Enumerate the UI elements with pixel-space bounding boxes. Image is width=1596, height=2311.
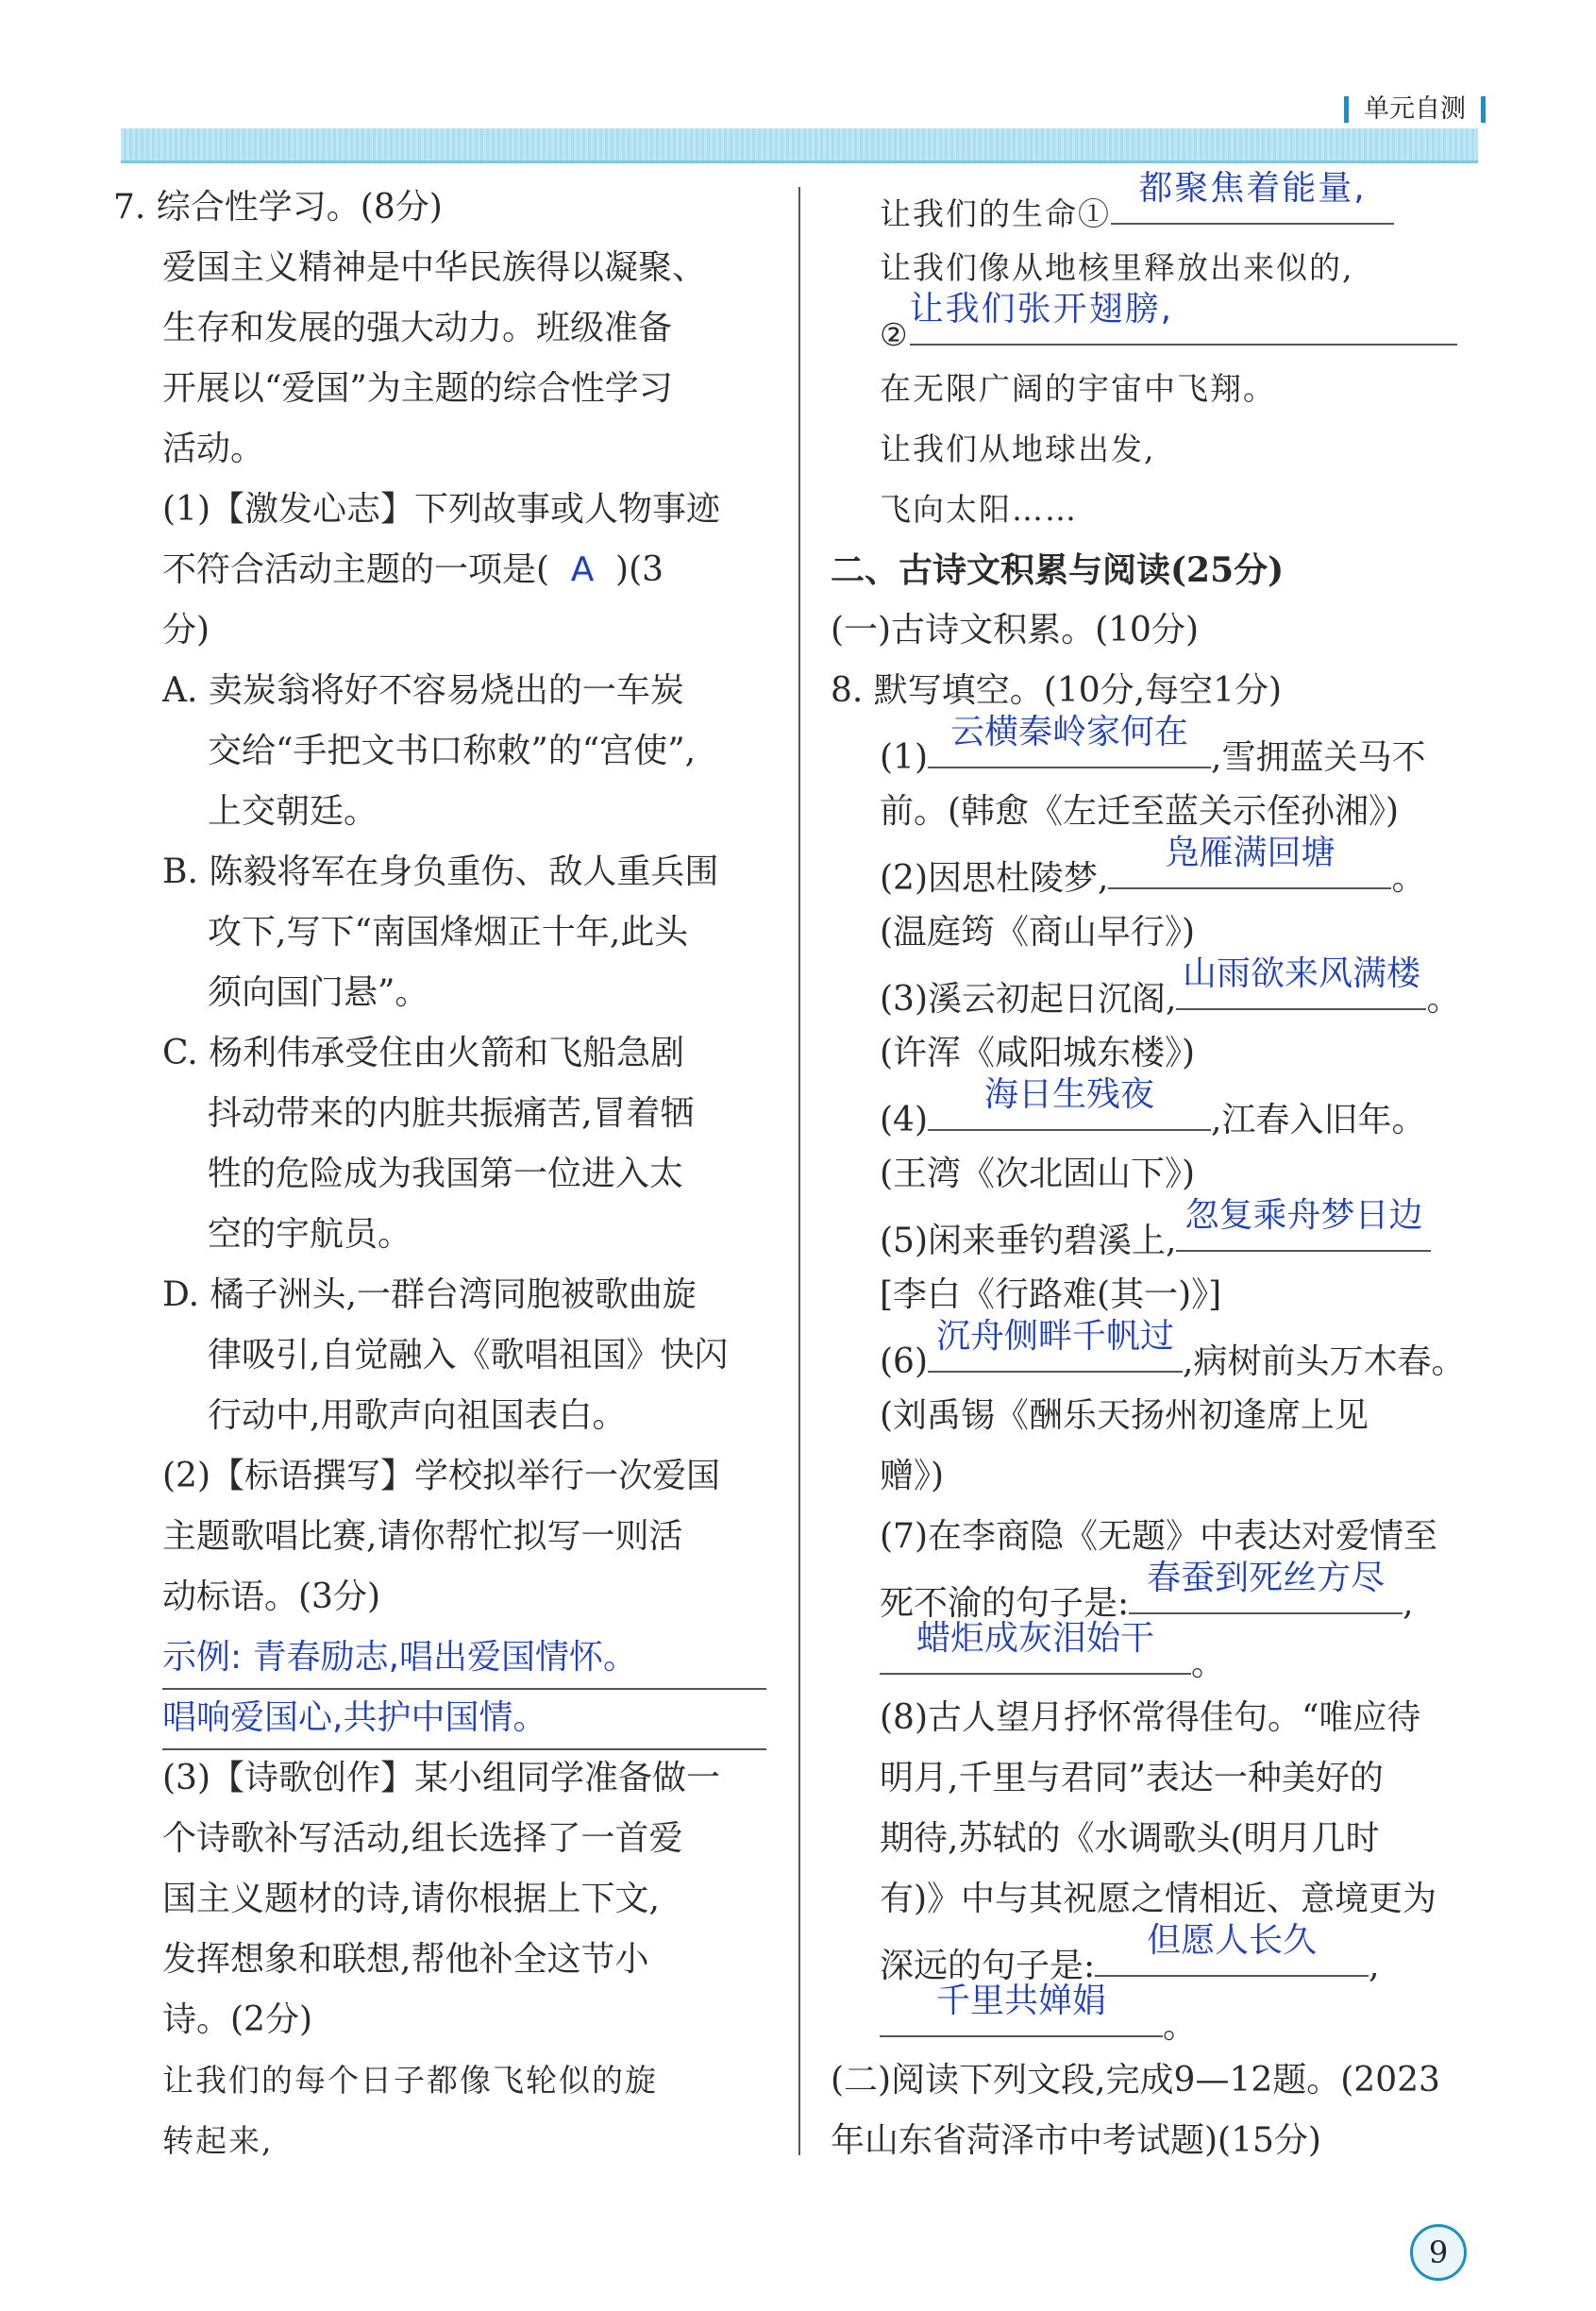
q7-p1-stem: (1)【激发心志】下列故事或人物事迹 <box>162 490 720 529</box>
q8-blank-7b <box>880 1619 1191 1675</box>
poem-answer-1: 都聚焦着能量, <box>1138 169 1367 208</box>
q8-blank-4 <box>928 1075 1211 1131</box>
q8-item-6-source: 赠》) <box>880 1457 945 1495</box>
q8-item-text: 死不渝的句子是: <box>880 1584 1130 1623</box>
section2-sub1: (一)古诗文积累。(10分) <box>831 611 1199 649</box>
q7-option-c: C. 杨利伟承受住由火箭和飞船急剧 <box>162 1034 685 1072</box>
right-column <box>831 169 1491 2171</box>
q8-item-text: 。 <box>1191 1645 1226 1683</box>
q8-item-text: 。 <box>1163 2007 1198 2046</box>
q8-item-2 <box>831 834 1491 902</box>
q7-option-c-line: 牲的危险成为我国第一位进入太 <box>208 1155 684 1193</box>
poem-line: 飞向太阳…… <box>880 491 1078 528</box>
q8-item-8-line: 明月,千里与君同”表达一种美好的 <box>880 1759 1384 1797</box>
poem-line: 转起来, <box>162 2122 274 2159</box>
q8-item-5-source: [李白《行路难(其一)》] <box>880 1275 1222 1314</box>
q8-blank-7a <box>1129 1559 1403 1614</box>
section-label: 单元自测 <box>1344 91 1486 128</box>
q7-p2-stem-line: 主题歌唱比赛,请你帮忙拟写一则活 <box>162 1517 683 1556</box>
q8-item-1-source: 前。(韩愈《左迁至蓝关示侄孙湘》) <box>880 792 1400 831</box>
q8-blank-3 <box>1176 954 1426 1010</box>
column-divider <box>798 187 800 2155</box>
q8-answer-3: 山雨欲来风满楼 <box>1182 954 1420 993</box>
q7-p2-answer-line2 <box>113 1688 774 1748</box>
q7-p1-stem-a: 不符合活动主题的一项是( <box>162 550 550 589</box>
q7-intro-line: 爱国主义精神是中华民族得以凝聚、 <box>162 248 707 287</box>
section2-sub2-line2: 年山东省菏泽市中考试题)(15分) <box>831 2121 1321 2160</box>
poem-line: 在无限广阔的宇宙中飞翔。 <box>880 370 1276 407</box>
q8-item-6 <box>831 1317 1491 1386</box>
poem-answer-2: 让我们张开翅膀, <box>909 290 1174 329</box>
q7-p2-answer-2: 唱响爱国心,共护中国情。 <box>162 1688 766 1750</box>
q8-answer-5: 忽复乘舟梦日边 <box>1184 1196 1423 1235</box>
q7-p3-stem-line: 发挥想象和联想,帮他补全这节小 <box>162 1940 649 1979</box>
poem-blank-2 <box>909 290 1457 346</box>
q8-blank-2 <box>1108 834 1391 889</box>
q8-item-label: (4) <box>880 1101 928 1139</box>
q7-p2-stem: (2)【标语撰写】学校拟举行一次爱国 <box>162 1457 720 1495</box>
poem-line: 让我们像从地核里释放出来似的, <box>880 249 1354 286</box>
q8-title: 8. 默写填空。(10分,每空1分) <box>831 671 1283 710</box>
q8-item-4 <box>831 1075 1491 1144</box>
q7-option-c-line: 抖动带来的内脏共振痛苦,冒着牺 <box>208 1094 695 1133</box>
q7-option-a: A. 卖炭翁将好不容易烧出的一车炭 <box>162 671 684 710</box>
q8-answer-7a: 春蚕到死丝方尽 <box>1147 1559 1386 1597</box>
q8-blank-8a <box>1095 1921 1369 1977</box>
q7-title: 7. 综合性学习。(8分) <box>113 188 443 227</box>
q8-item-text: , <box>1369 1947 1380 1985</box>
q8-item-1 <box>831 713 1491 782</box>
q7-p3-stem-line: 个诗歌补写活动,组长选择了一首爱 <box>162 1819 683 1858</box>
q7-p3-stem: (3)【诗歌创作】某小组同学准备做一 <box>162 1759 720 1797</box>
q8-blank-6 <box>928 1317 1183 1373</box>
section2-sub2: (二)阅读下列文段,完成9—12题。(2023 <box>831 2061 1440 2100</box>
q8-item-8-line6 <box>831 1982 1491 2050</box>
poem-line: 让我们的每个日子都像飞轮似的旋 <box>162 2062 658 2099</box>
q7-option-c-line: 空的宇航员。 <box>208 1215 412 1254</box>
q7-option-d-line: 行动中,用歌声向祖国表白。 <box>208 1396 627 1435</box>
q7-p1-answer: A <box>570 550 595 589</box>
q8-answer-7b: 蜡炬成灰泪始干 <box>916 1619 1154 1658</box>
q7-intro-line: 活动。 <box>162 430 265 468</box>
q8-item-text: (2)因思杜陵梦, <box>880 859 1109 898</box>
q8-answer-8b: 千里共婵娟 <box>935 1982 1106 2020</box>
q7-p1-stem-line3: 分) <box>162 611 210 649</box>
q8-answer-6: 沉舟侧畔千帆过 <box>935 1317 1174 1356</box>
q8-answer-8a: 但愿人长久 <box>1147 1921 1318 1960</box>
poem-line-blank2 <box>831 290 1491 359</box>
q8-item-8-line: 有)》中与其祝愿之情相近、意境更为 <box>880 1880 1437 1918</box>
q7-option-b-line: 须向国门悬”。 <box>208 973 429 1012</box>
q8-item-text: 。 <box>1391 859 1426 898</box>
section2-title: 二、古诗文积累与阅读(25分) <box>831 550 1285 590</box>
poem-line: 让我们从地球出发, <box>880 430 1156 467</box>
q8-item-text: , <box>1403 1584 1414 1623</box>
q8-item-label: (6) <box>880 1342 928 1381</box>
q8-item-text: 。 <box>1426 980 1461 1019</box>
q7-option-d-line: 律吸引,自觉融入《歌唱祖国》快闪 <box>208 1336 729 1375</box>
q8-item-7-line3 <box>831 1619 1491 1688</box>
q7-option-b-line: 攻下,写下“南国烽烟正十年,此头 <box>208 913 689 952</box>
q8-item-6-source: (刘禹锡《酬乐天扬州初逢席上见 <box>880 1396 1369 1435</box>
q8-item-text: ,江春入旧年。 <box>1211 1101 1426 1139</box>
q8-blank-8b <box>880 1982 1163 2037</box>
page-number: 9 <box>1410 2224 1467 2281</box>
q7-p3-stem-line: 国主义题材的诗,请你根据上下文, <box>162 1880 660 1918</box>
poem-text: ② <box>880 316 910 353</box>
q8-item-3-source: (许浑《咸阳城东楼》) <box>880 1034 1196 1072</box>
q8-item-text: ,雪拥蓝关马不 <box>1211 738 1426 777</box>
q8-item-7: (7)在李商隐《无题》中表达对爱情至 <box>880 1517 1437 1556</box>
q8-item-8-line: 期待,苏轼的《水调歌头(明月几时 <box>880 1819 1380 1858</box>
q8-answer-2: 凫雁满回塘 <box>1165 834 1336 872</box>
q7-option-a-line: 上交朝廷。 <box>208 792 378 831</box>
q7-intro-line: 开展以“爱国”为主题的综合性学习 <box>162 369 673 408</box>
q7-p2-answer-1: 示例: 青春励志,唱出爱国情怀。 <box>162 1628 766 1690</box>
q8-item-text: ,病树前头万木春。 <box>1183 1342 1466 1381</box>
q8-item-text: 深远的句子是: <box>880 1947 1096 1985</box>
q7-p1-stem-line2 <box>113 540 774 600</box>
q8-item-5 <box>831 1196 1491 1265</box>
q7-p2-stem-line: 动标语。(3分) <box>162 1577 380 1616</box>
left-column <box>113 177 774 2171</box>
q7-p2-answer-line1 <box>113 1628 774 1688</box>
q7-p1-stem-b: )(3 <box>615 550 664 589</box>
q8-item-4-source: (王湾《次北固山下》) <box>880 1155 1196 1193</box>
q7-intro-line: 生存和发展的强大动力。班级准备 <box>162 309 673 347</box>
q7-option-b: B. 陈毅将军在身负重伤、敌人重兵围 <box>162 852 719 891</box>
q8-blank-5 <box>1176 1196 1431 1252</box>
q8-item-text: (5)闲来垂钓碧溪上, <box>880 1222 1177 1260</box>
q7-option-a-line: 交给“手把文书口称敕”的“宫使”, <box>208 732 697 770</box>
q7-p3-stem-line: 诗。(2分) <box>162 2000 312 2039</box>
q8-item-text: (3)溪云初起日沉阁, <box>880 980 1177 1019</box>
q8-item-2-source: (温庭筠《商山早行》) <box>880 913 1196 952</box>
q8-blank-1 <box>928 713 1211 768</box>
q7-option-d: D. 橘子洲头,一群台湾同胞被歌曲旋 <box>162 1275 697 1314</box>
q8-item-8: (8)古人望月抒怀常得佳句。“唯应待 <box>880 1698 1421 1737</box>
poem-line-blank1 <box>831 169 1491 238</box>
q8-answer-1: 云横秦岭家何在 <box>949 713 1188 751</box>
q8-answer-4: 海日生残夜 <box>983 1075 1154 1114</box>
q8-item-label: (1) <box>880 738 928 777</box>
q8-item-3 <box>831 954 1491 1023</box>
poem-blank-1 <box>1111 169 1394 225</box>
poem-text: 让我们的生命① <box>880 195 1111 232</box>
